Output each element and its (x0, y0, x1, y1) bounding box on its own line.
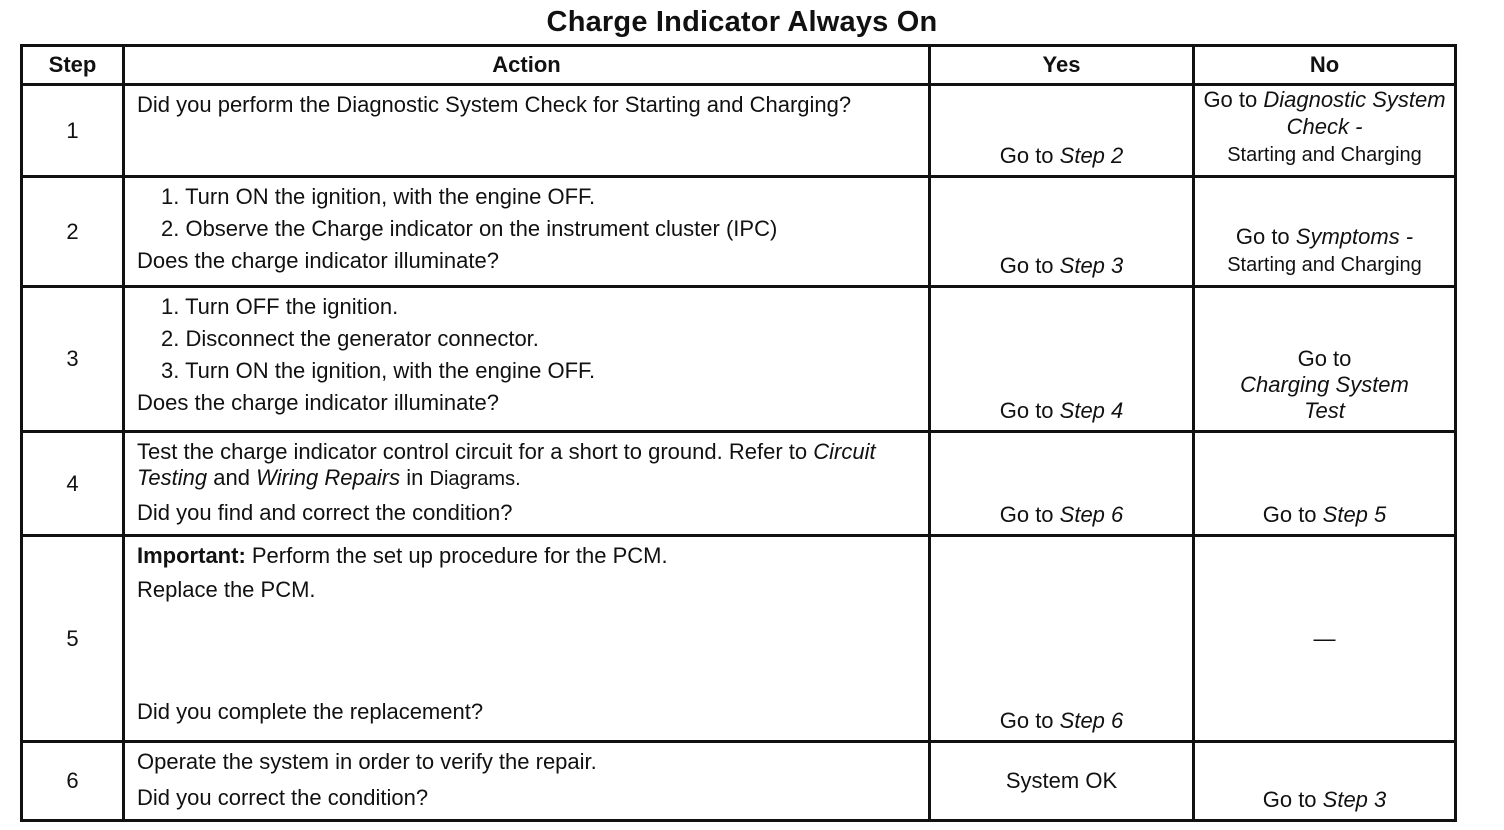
action-step: 1. Turn OFF the ignition. (161, 294, 399, 319)
header-action: Action (124, 46, 930, 85)
table-row (22, 432, 1456, 536)
yes-cell (930, 85, 1194, 177)
no-cell (1194, 177, 1456, 287)
step-number: 3 (22, 287, 124, 432)
diagnostic-table (20, 44, 1457, 822)
action-question: Does the charge indicator illuminate? (137, 248, 499, 273)
no-prefix: Go to (1262, 502, 1323, 527)
step-number: 5 (22, 536, 124, 742)
action-question: Did you correct the condition? (137, 785, 429, 810)
table-row (22, 742, 1456, 821)
table-row (22, 85, 1456, 177)
yes-link[interactable]: Step 6 (1059, 502, 1124, 527)
no-link[interactable]: Diagnostic System Check - (1263, 87, 1446, 139)
step-number: 6 (22, 742, 124, 821)
no-cell (1194, 432, 1456, 536)
important-label: Important: (137, 543, 246, 568)
action-step: 1. Turn ON the ignition, with the engine OFF. (161, 184, 596, 209)
no-link[interactable]: Step 3 (1322, 787, 1387, 812)
wiring-repairs-link[interactable]: Wiring Repairs (256, 465, 401, 490)
no-link[interactable]: Charging System Test (1240, 372, 1409, 423)
action-step: 2. Observe the Charge indicator on the instrument cluster (IPC) (161, 216, 778, 241)
table-row (22, 177, 1456, 287)
no-prefix: Go to (1297, 346, 1352, 371)
action-cell (124, 85, 930, 177)
yes-link[interactable]: Step 3 (1059, 253, 1124, 278)
action-in: in (400, 465, 430, 490)
yes-cell (930, 742, 1194, 821)
step-number: 4 (22, 432, 124, 536)
action-cell (124, 177, 930, 287)
important-text: Perform the set up procedure for the PCM. (245, 543, 668, 568)
system-ok: System OK (1005, 768, 1118, 793)
yes-prefix: Go to (999, 398, 1060, 423)
yes-prefix: Go to (999, 253, 1060, 278)
yes-prefix: Go to (999, 708, 1060, 733)
action-text: Replace the PCM. (137, 577, 316, 602)
important-note (137, 543, 916, 569)
action-text: Operate the system in order to verify the repair. (137, 749, 597, 774)
action-cell (124, 432, 930, 536)
table-row (22, 536, 1456, 742)
table-row (22, 287, 1456, 432)
yes-cell (930, 177, 1194, 287)
yes-prefix: Go to (999, 143, 1060, 168)
no-dash: — (1313, 625, 1336, 651)
header-yes: Yes (930, 46, 1194, 85)
header-no: No (1194, 46, 1456, 85)
action-and: and (207, 465, 257, 490)
header-row (22, 46, 1456, 85)
no-suffix: Starting and Charging (1227, 254, 1422, 276)
yes-link[interactable]: Step 6 (1059, 708, 1124, 733)
no-link[interactable]: Step 5 (1322, 502, 1387, 527)
no-cell (1194, 742, 1456, 821)
page-title: Charge Indicator Always On (546, 6, 938, 38)
no-prefix: Go to (1203, 87, 1264, 112)
no-cell (1194, 536, 1456, 742)
step-number: 1 (22, 85, 124, 177)
action-text-a: Test the charge indicator control circuit for a short to ground. Refer to (137, 439, 814, 464)
yes-prefix: Go to (999, 502, 1060, 527)
header-step: Step (22, 46, 124, 85)
spacer (137, 603, 916, 695)
no-cell (1194, 287, 1456, 432)
no-prefix: Go to (1262, 787, 1323, 812)
yes-link[interactable]: Step 2 (1059, 143, 1124, 168)
action-question: Did you find and correct the condition? (137, 500, 513, 525)
no-link[interactable]: Symptoms - (1295, 224, 1414, 249)
yes-cell (930, 432, 1194, 536)
no-prefix: Go to (1235, 224, 1296, 249)
step-number: 2 (22, 177, 124, 287)
circuit-testing-link[interactable]: Circuit Testing (137, 439, 876, 490)
action-step: 2. Disconnect the generator connector. (161, 326, 539, 351)
action-question: Does the charge indicator illuminate? (137, 390, 499, 415)
yes-cell (930, 287, 1194, 432)
diagrams-label: Diagrams. (429, 468, 521, 490)
yes-cell (930, 536, 1194, 742)
yes-link[interactable]: Step 4 (1059, 398, 1124, 423)
action-question: Did you complete the replacement? (137, 699, 484, 724)
no-cell (1194, 85, 1456, 177)
action-text: Did you perform the Diagnostic System Check for Starting and Charging? (137, 92, 852, 117)
action-step: 3. Turn ON the ignition, with the engine OFF. (161, 358, 596, 383)
no-suffix: Starting and Charging (1227, 144, 1422, 166)
action-cell (124, 287, 930, 432)
action-text (137, 439, 916, 492)
action-cell (124, 742, 930, 821)
action-cell (124, 536, 930, 742)
